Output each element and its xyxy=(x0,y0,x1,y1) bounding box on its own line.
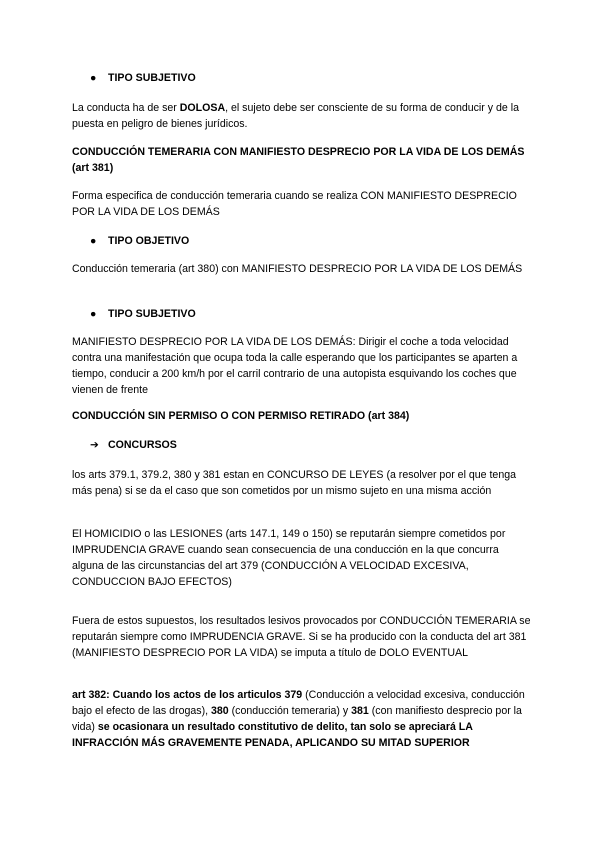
paragraph-concurso-leyes: los arts 379.1, 379.2, 380 y 381 estan en CONCURSO DE LEYES (a resolver por el que tenga más pena) si se da el caso que son cometidos por un mismo sujeto en una misma acción xyxy=(72,469,517,497)
bullet-concursos: ➔ CONCURSOS xyxy=(90,439,177,451)
paragraph-manifiesto-desprecio: MANIFIESTO DESPRECIO POR LA VIDA DE LOS DEMÁS: Dirigir el coche a toda velocidad contra una manifestación que ocupa toda la calle esperando que los participantes se aparten a tiempo, conducir a 200 km/h por el carril contrario de una autopista esquivando los coches que vienen de frente xyxy=(72,336,518,396)
bullet-tipo-subjetivo-2: ● TIPO SUBJETIVO xyxy=(90,308,196,320)
bullet-dot-icon: ● xyxy=(90,72,97,84)
paragraph-art-382: art 382: Cuando los actos de los articulos 379 (Conducción a velocidad excesiva, conducción bajo el efecto de las drogas), 380 (conducción temeraria) y 381 (con manifiesto desprecio por la vida) se ocasionara un resultado constitutivo de delito, tan solo se apreciará LA INFRACCIÓN MÁS GRAVEMENTE PENADA, APLICANDO SU MITAD SUPERIOR xyxy=(72,689,525,749)
heading-art-384: CONDUCCIÓN SIN PERMISO O CON PERMISO RETIRADO (art 384) xyxy=(72,410,410,422)
arrow-right-icon: ➔ xyxy=(90,439,99,451)
paragraph-forma-especifica: Forma especifica de conducción temeraria cuando se realiza CON MANIFIESTO DESPRECIO POR LA VIDA DE LOS DEMÁS xyxy=(72,190,517,218)
paragraph-art-380: Conducción temeraria (art 380) con MANIFIESTO DESPRECIO POR LA VIDA DE LOS DEMÁS xyxy=(72,263,523,275)
bullet-tipo-subjetivo-1: ● TIPO SUBJETIVO xyxy=(90,72,196,84)
bullet-dot-icon: ● xyxy=(90,308,97,320)
paragraph-homicidio-lesiones: El HOMICIDIO o las LESIONES (arts 147.1, 149 o 150) se reputarán siempre cometidos por IMPRUDENCIA GRAVE cuando sean consecuencia de una conducción en la que concurra alguna de las circunstancias del art 379 (CONDUCCIÓN A VELOCIDAD EXCESIVA, CONDUCCION BAJO EFECTOS) xyxy=(72,528,506,588)
paragraph-fuera-supuestos: Fuera de estos supuestos, los resultados lesivos provocados por CONDUCCIÓN TEMERARIA se reputarán siempre como IMPRUDENCIA GRAVE. Si se ha producido con la conducta del art 381 (MANIFIESTO DESPRECIO POR LA VIDA) se imputa a título de DOLO EVENTUAL xyxy=(72,615,531,659)
paragraph-dolosa: La conducta ha de ser DOLOSA, el sujeto debe ser consciente de su forma de conducir y de la puesta en peligro de bienes jurídicos. xyxy=(72,102,519,130)
bullet-dot-icon: ● xyxy=(90,235,97,247)
heading-art-381: CONDUCCIÓN TEMERARIA CON MANIFIESTO DESPRECIO POR LA VIDA DE LOS DEMÁS (art 381) xyxy=(72,146,525,174)
bullet-tipo-objetivo: ● TIPO OBJETIVO xyxy=(90,235,190,247)
